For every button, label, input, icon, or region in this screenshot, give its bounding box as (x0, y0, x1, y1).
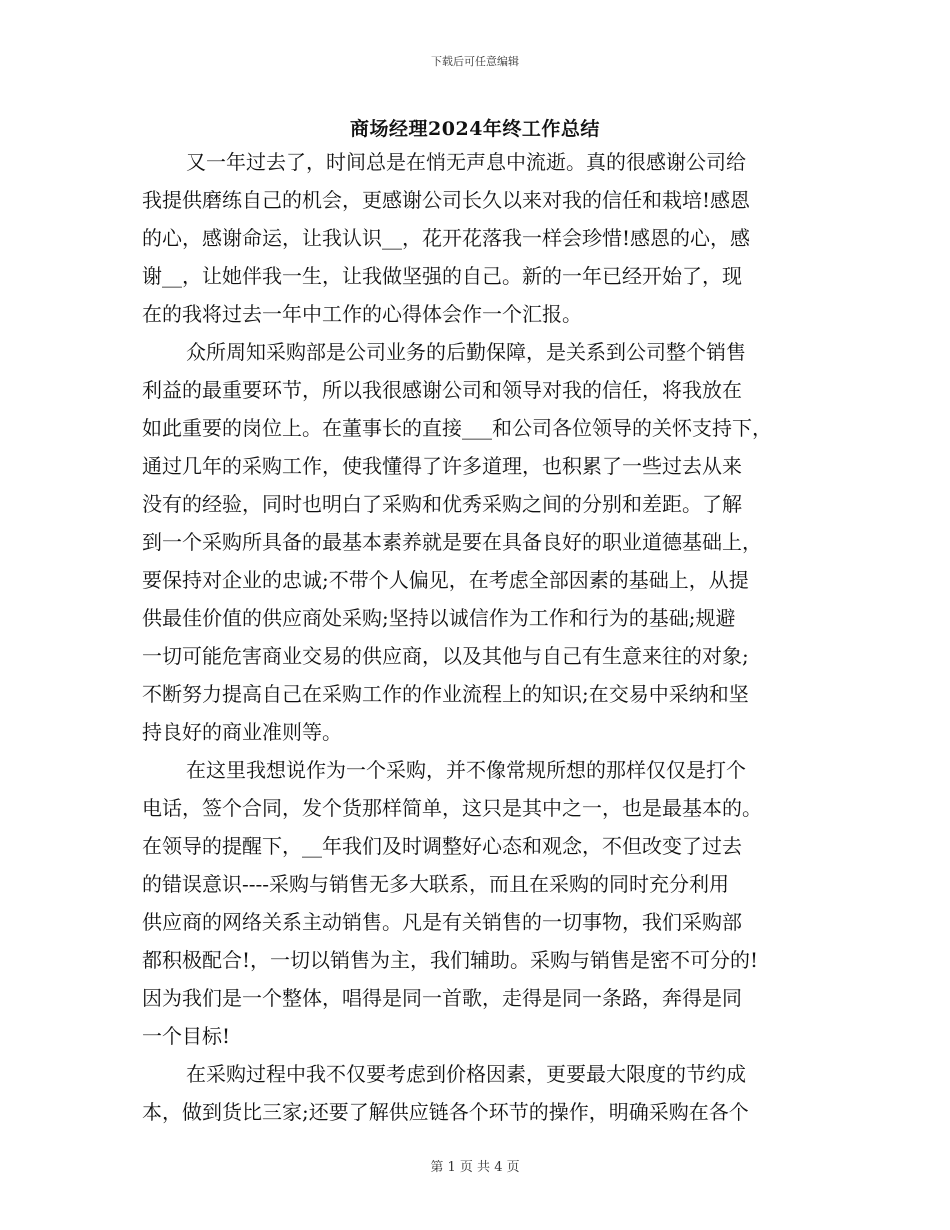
paragraph-line: 我提供磨练自己的机会，更感谢公司长久以来对我的信任和栽培!感恩 (142, 188, 751, 212)
paragraph-line: 到一个采购所具备的最基本素养就是要在具备良好的职业道德基础上， (142, 530, 762, 554)
paragraph-line: 本，做到货比三家;还要了解供应链各个环节的操作，明确采购在各个 (142, 1100, 749, 1124)
paragraph-line: 都积极配合!，一切以销售为主，我们辅助。采购与销售是密不可分的! (142, 948, 759, 972)
paragraph-1 (142, 143, 812, 333)
paragraph-line: 要保持对企业的忠诚;不带个人偏见，在考虑全部因素的基础上，从提 (142, 568, 749, 592)
paragraph-line: 在这里我想说作为一个采购，并不像常规所想的那样仅仅是打个 (186, 758, 746, 782)
paragraph-line: 谢__，让她伴我一生，让我做坚强的自己。新的一年已经开始了，现 (142, 264, 742, 288)
paragraph-3 (142, 751, 812, 1055)
paragraph-line: 持良好的商业准则等。 (142, 720, 342, 744)
page-footer-page-number: 第 1 页 共 4 页 (430, 1160, 520, 1175)
paragraph-line: 因为我们是一个整体，唱得是同一首歌，走得是同一条路，奔得是同 (142, 986, 742, 1010)
paragraph-line: 供应商的网络关系主动销售。凡是有关销售的一切事物，我们采购部 (142, 910, 742, 934)
paragraph-line: 利益的最重要环节，所以我很感谢公司和领导对我的信任，将我放在 (142, 378, 742, 402)
paragraph-line: 的错误意识----采购与销售无多大联系，而且在采购的同时充分利用 (142, 872, 730, 896)
paragraph-line: 的心，感谢命运，让我认识__，花开花落我一样会珍惜!感恩的心，感 (142, 226, 751, 250)
paragraph-line: 在采购过程中我不仅要考虑到价格因素，更要最大限度的节约成 (186, 1062, 746, 1086)
paragraph-line: 供最佳价值的供应商处采购;坚持以诚信作为工作和行为的基础;规避 (142, 606, 736, 630)
paragraph-line: 又一年过去了，时间总是在悄无声息中流逝。真的很感谢公司给 (186, 150, 746, 174)
paragraph-4 (142, 1055, 812, 1131)
paragraph-line: 不断努力提高自己在采购工作的作业流程上的知识;在交易中采纳和坚 (142, 682, 749, 706)
paragraph-line: 通过几年的采购工作，使我懂得了许多道理，也积累了一些过去从来 (142, 454, 742, 478)
paragraph-line: 一个目标! (142, 1024, 231, 1048)
paragraph-line: 一切可能危害商业交易的供应商，以及其他与自己有生意来往的对象; (142, 644, 749, 668)
paragraph-line: 没有的经验，同时也明白了采购和优秀采购之间的分别和差距。了解 (142, 492, 742, 516)
paragraph-line: 如此重要的岗位上。在董事长的直接___和公司各位领导的关怀支持下， (142, 416, 772, 440)
paragraph-line: 众所周知采购部是公司业务的后勤保障，是关系到公司整个销售 (186, 340, 746, 364)
paragraph-line: 在的我将过去一年中工作的心得体会作一个汇报。 (142, 302, 582, 326)
document-body (142, 143, 812, 1131)
page-header-note: 下载后可任意编辑 (431, 55, 519, 68)
paragraph-line: 在领导的提醒下，__年我们及时调整好心态和观念，不但改变了过去 (142, 834, 742, 858)
paragraph-line: 电话，签个合同，发个货那样简单，这只是其中之一，也是最基本的。 (142, 796, 762, 820)
document-title: 商场经理2024年终工作总结 (350, 118, 600, 140)
paragraph-2 (142, 333, 812, 751)
